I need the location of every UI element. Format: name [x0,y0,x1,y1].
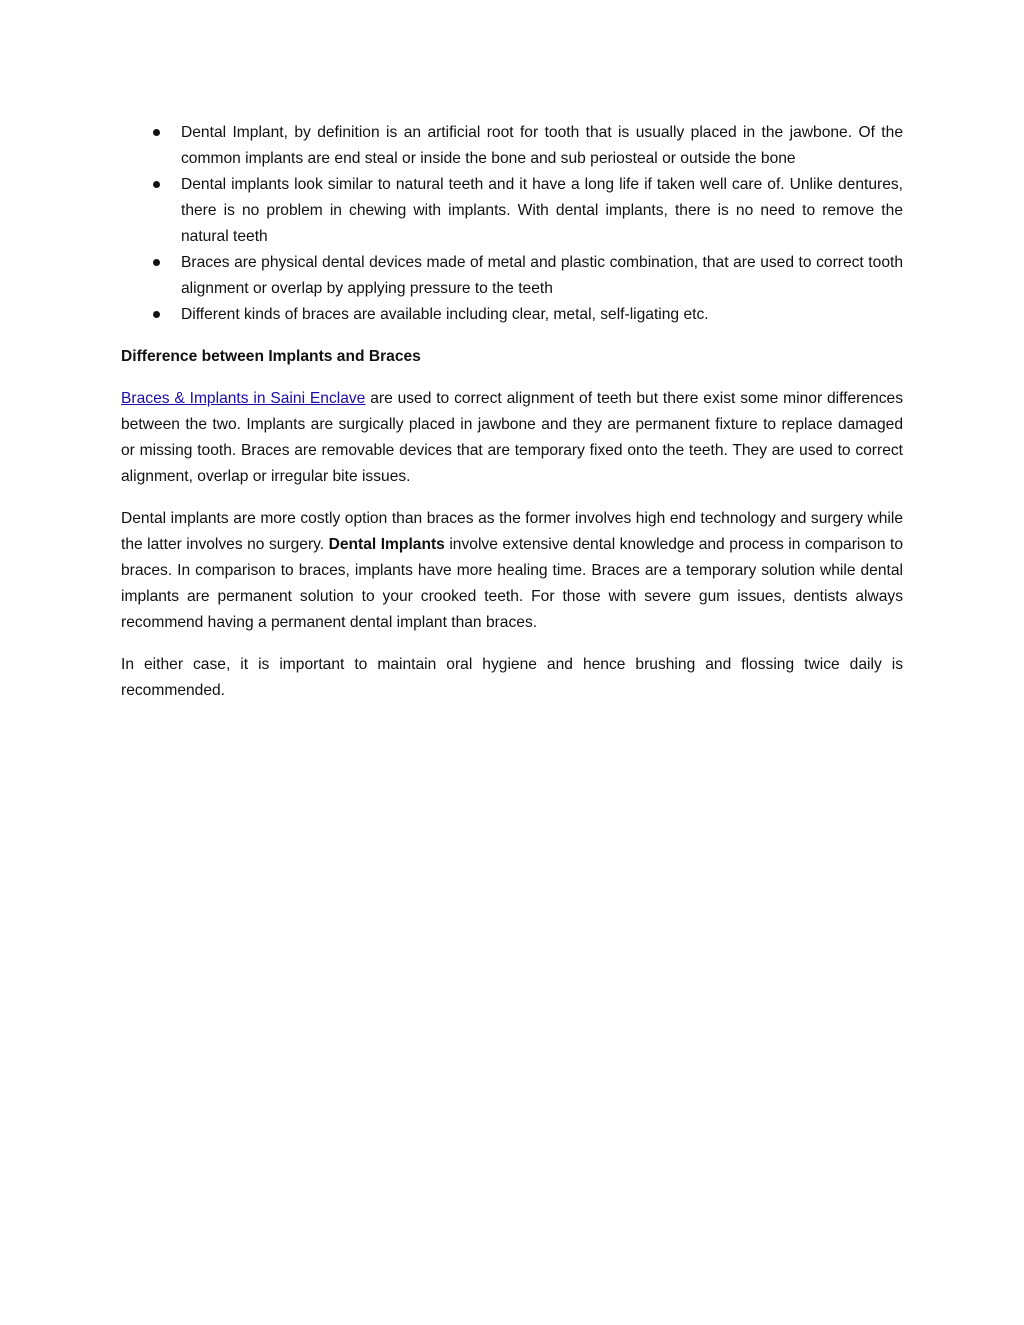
bullet-text: Dental Implant, by definition is an artificial root for tooth that is usually placed in the jawbone. Of the common implants are end steal or inside the bone and sub periosteal or outside the bone [181,124,903,167]
braces-implants-link[interactable]: Braces & Implants in Saini Enclave [121,390,366,407]
bold-term-dental-implants: Dental Implants [328,536,445,553]
bullet-item [121,172,903,250]
bullet-icon [153,259,160,266]
paragraph-cost-comparison [121,506,903,636]
paragraph-text: involve extensive dental knowledge and process in comparison to braces. In comparison to braces, implants have more healing time. Braces are a temporary solution while dental implants are permanent solution to your crooked teeth. For those with severe gum issues, dentists always recommend having a permanent dental implant than braces. [121,536,903,631]
bullet-list [121,120,903,328]
paragraph-text: are used to correct alignment of teeth but there exist some minor differences between the two. Implants are surgically placed in jawbone and they are permanent fixture to replace damaged or missing tooth. Braces are removable devices that are temporary fixed onto the teeth. They are used to correct alignment, overlap or irregular bite issues. [121,390,903,485]
paragraph-oral-hygiene: In either case, it is important to maintain oral hygiene and hence brushing and flossing twice daily is recommended. [121,656,903,699]
bullet-icon [153,129,160,136]
bullet-item [121,120,903,172]
paragraph-text: Dental implants are more costly option than braces as the former involves high end technology and surgery while the latter involves no surgery. [121,510,903,553]
section-heading: Difference between Implants and Braces [121,348,421,365]
bullet-text: Braces are physical dental devices made of metal and plastic combination, that are used to correct tooth alignment or overlap by applying pressure to the teeth [181,254,903,297]
bullet-text: Dental implants look similar to natural teeth and it have a long life if taken well care of. Unlike dentures, there is no problem in chewing with implants. With dental implants, there is no need to remove the natural teeth [181,176,903,245]
bullet-icon [153,181,160,188]
document-page [121,120,903,704]
paragraph-braces-implants [121,386,903,490]
bullet-item [121,250,903,302]
bullet-icon [153,311,160,318]
bullet-item [121,302,903,328]
bullet-text: Different kinds of braces are available including clear, metal, self-ligating etc. [181,306,709,323]
